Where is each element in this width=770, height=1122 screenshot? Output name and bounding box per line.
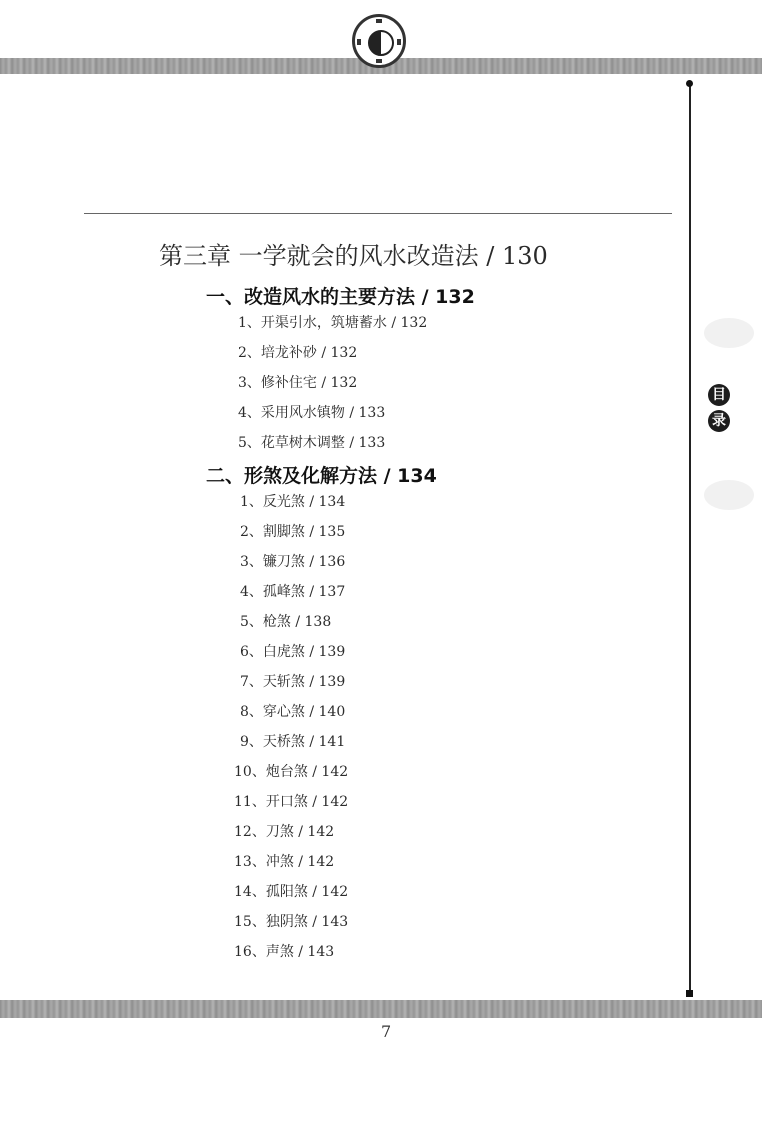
toc-entry: 15、独阴煞 / 143: [234, 914, 349, 930]
toc-entry: 4、孤峰煞 / 137: [240, 584, 346, 600]
side-decoration: [704, 318, 754, 348]
toc-entry: 5、花草树木调整 / 133: [238, 435, 386, 451]
bagua-emblem-icon: [352, 14, 406, 68]
toc-entry: 9、天桥煞 / 141: [240, 734, 346, 750]
toc-entry: 8、穿心煞 / 140: [240, 704, 346, 720]
toc-entry: 16、声煞 / 143: [234, 944, 335, 960]
toc-entry: 6、白虎煞 / 139: [240, 644, 346, 660]
side-decoration: [704, 480, 754, 510]
yin-yang-icon: [368, 30, 394, 56]
toc-entry: 14、孤阳煞 / 142: [234, 884, 349, 900]
toc-entry: 5、枪煞 / 138: [240, 614, 332, 630]
toc-tab-mu: 目: [708, 384, 730, 406]
toc-entry: 3、镰刀煞 / 136: [240, 554, 346, 570]
chapter-rule: [84, 213, 672, 214]
footer-band: [0, 1000, 762, 1018]
toc-entry: 1、开渠引水，筑塘蓄水 / 132: [238, 315, 428, 331]
toc-entry: 2、培龙补砂 / 132: [238, 345, 358, 361]
toc-entry: 4、采用风水镇物 / 133: [238, 405, 386, 421]
toc-entry: 3、修补住宅 / 132: [238, 375, 358, 391]
section-heading: 二、形煞及化解方法 / 134: [206, 465, 437, 487]
chapter-title: 第三章 一学就会的风水改造法 / 130: [159, 242, 548, 270]
toc-entry: 1、反光煞 / 134: [240, 494, 346, 510]
toc-entry: 7、天斩煞 / 139: [240, 674, 346, 690]
toc-entry: 11、开口煞 / 142: [234, 794, 349, 810]
divider-bottom-square: [686, 990, 693, 997]
toc-entry: 13、冲煞 / 142: [234, 854, 335, 870]
page-number: 7: [381, 1022, 392, 1041]
toc-tab-lu: 录: [708, 410, 730, 432]
section-heading: 一、改造风水的主要方法 / 132: [206, 286, 475, 308]
side-divider-line: [689, 82, 691, 994]
toc-entry: 2、割脚煞 / 135: [240, 524, 346, 540]
divider-top-dot: [686, 80, 693, 87]
toc-entry: 10、炮台煞 / 142: [234, 764, 349, 780]
toc-entry: 12、刀煞 / 142: [234, 824, 335, 840]
